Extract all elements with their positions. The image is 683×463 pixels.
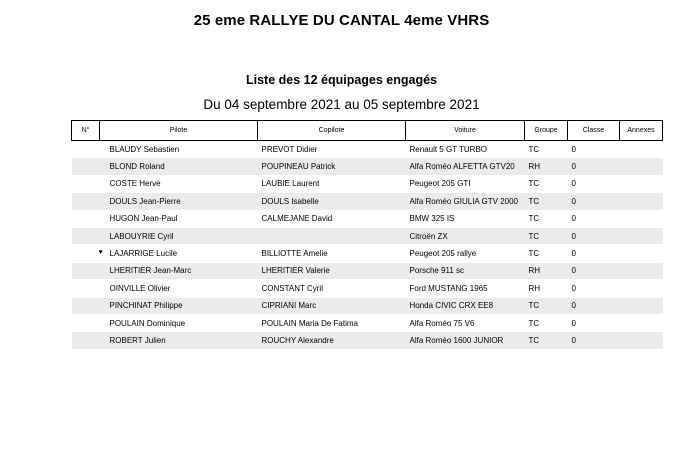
cell-annexes	[620, 262, 663, 279]
table-header-row	[72, 121, 663, 141]
table-row	[72, 158, 663, 175]
cell-annexes	[620, 332, 663, 349]
cell-voiture: Alfa Roméo 1600 JUNIOR	[406, 332, 525, 349]
cell-groupe: TC	[525, 175, 568, 192]
cell-voiture: Alfa Roméo GIULIA GTV 2000	[406, 193, 525, 210]
cell-groupe: TC	[525, 314, 568, 331]
cell-classe: 0	[568, 280, 620, 297]
cell-copilote: BILLIOTTE Amelie	[258, 245, 406, 262]
cell-copilote: POUPINEAU Patrick	[258, 158, 406, 175]
cell-voiture: Ford MUSTANG 1965	[406, 280, 525, 297]
cell-copilote: CALMEJANE David	[258, 210, 406, 227]
table-row	[72, 297, 663, 314]
cell-voiture: Porsche 911 sc	[406, 262, 525, 279]
list-subtitle: Liste des 12 équipages engagés	[245, 73, 438, 87]
cell-classe: 0	[568, 158, 620, 175]
cell-classe: 0	[568, 332, 620, 349]
cell-pilote: OINVILLE Olivier	[72, 280, 258, 297]
cell-voiture: Honda CIVIC CRX EE8	[406, 297, 525, 314]
cell-voiture: Renault 5 GT TURBO	[406, 141, 525, 158]
heart-icon: ♥	[98, 249, 103, 257]
cell-copilote: DOULS Isabelle	[258, 193, 406, 210]
cell-pilote: HUGON Jean-Paul	[72, 210, 258, 227]
cell-copilote: POULAIN Maria De Fatima	[258, 314, 406, 331]
col-header-copilote: Copilote	[258, 121, 406, 141]
cell-annexes	[620, 280, 663, 297]
cell-copilote: PREVOT Didier	[258, 141, 406, 158]
cell-voiture: BMW 325 IS	[406, 210, 525, 227]
cell-voiture: Citroën ZX	[406, 227, 525, 244]
table-row	[72, 210, 663, 227]
table-row	[72, 193, 663, 210]
cell-annexes	[620, 297, 663, 314]
cell-classe: 0	[568, 210, 620, 227]
col-header-classe: Classe	[568, 121, 620, 141]
cell-voiture: Alfa Roméo 75 V6	[406, 314, 525, 331]
crews-table	[71, 120, 663, 350]
col-header-voiture: Voiture	[406, 121, 525, 141]
cell-groupe: TC	[525, 141, 568, 158]
cell-pilote: COSTE Herve	[72, 175, 258, 192]
cell-pilote: DOULS Jean-Pierre	[72, 193, 258, 210]
col-header-pilote: Pilote	[100, 121, 258, 141]
cell-annexes	[620, 141, 663, 158]
table-row	[72, 175, 663, 192]
cell-pilote: BLAUDY Sebastien	[72, 141, 258, 158]
cell-copilote: CONSTANT Cyril	[258, 280, 406, 297]
table-row	[72, 280, 663, 297]
table-row	[72, 314, 663, 331]
cell-annexes	[620, 210, 663, 227]
table-row	[72, 332, 663, 349]
table-row	[72, 141, 663, 158]
cell-groupe: TC	[525, 332, 568, 349]
col-header-num: N°	[72, 121, 100, 141]
cell-annexes	[620, 314, 663, 331]
cell-pilote: POULAIN Dominique	[72, 314, 258, 331]
cell-voiture: Peugeot 205 GTI	[406, 175, 525, 192]
cell-copilote: CIPRIANI Marc	[258, 297, 406, 314]
cell-classe: 0	[568, 245, 620, 262]
cell-copilote: LAUBIE Laurent	[258, 175, 406, 192]
table-body	[72, 141, 663, 350]
cell-annexes	[620, 227, 663, 244]
cell-classe: 0	[568, 193, 620, 210]
cell-pilote: LABOUYRIE Cyril	[72, 227, 258, 244]
cell-groupe: RH	[525, 158, 568, 175]
table-row	[72, 245, 663, 262]
cell-pilote: ROBERT Julien	[72, 332, 258, 349]
table-row	[72, 227, 663, 244]
cell-groupe: TC	[525, 193, 568, 210]
document-title: 25 eme RALLYE DU CANTAL 4eme VHRS	[193, 12, 490, 29]
cell-copilote: ROUCHY Alexandre	[258, 332, 406, 349]
cell-groupe: TC	[525, 227, 568, 244]
cell-classe: 0	[568, 227, 620, 244]
event-dates: Du 04 septembre 2021 au 05 septembre 2021	[203, 97, 480, 112]
cell-pilote: LHERITIER Jean-Marc	[72, 262, 258, 279]
cell-classe: 0	[568, 297, 620, 314]
cell-classe: 0	[568, 314, 620, 331]
cell-voiture: Peugeot 205 rallye	[406, 245, 525, 262]
col-header-groupe: Groupe	[525, 121, 568, 141]
cell-groupe: TC	[525, 210, 568, 227]
cell-pilote: PINCHINAT Philippe	[72, 297, 258, 314]
cell-groupe: RH	[525, 280, 568, 297]
table-row	[72, 262, 663, 279]
cell-pilote	[72, 245, 258, 262]
cell-groupe: RH	[525, 262, 568, 279]
cell-voiture: Alfa Roméo ALFETTA GTV20	[406, 158, 525, 175]
cell-groupe: TC	[525, 245, 568, 262]
cell-classe: 0	[568, 141, 620, 158]
cell-groupe: TC	[525, 297, 568, 314]
col-header-annexes: Annexes	[620, 121, 663, 141]
cell-annexes	[620, 175, 663, 192]
cell-pilote: BLOND Roland	[72, 158, 258, 175]
cell-classe: 0	[568, 175, 620, 192]
cell-annexes	[620, 193, 663, 210]
cell-copilote	[258, 227, 406, 244]
cell-copilote: LHERITIER Valerie	[258, 262, 406, 279]
cell-classe: 0	[568, 262, 620, 279]
cell-annexes	[620, 158, 663, 175]
cell-pilote-text: LAJARRIGE Lucile	[109, 249, 178, 259]
cell-annexes	[620, 245, 663, 262]
